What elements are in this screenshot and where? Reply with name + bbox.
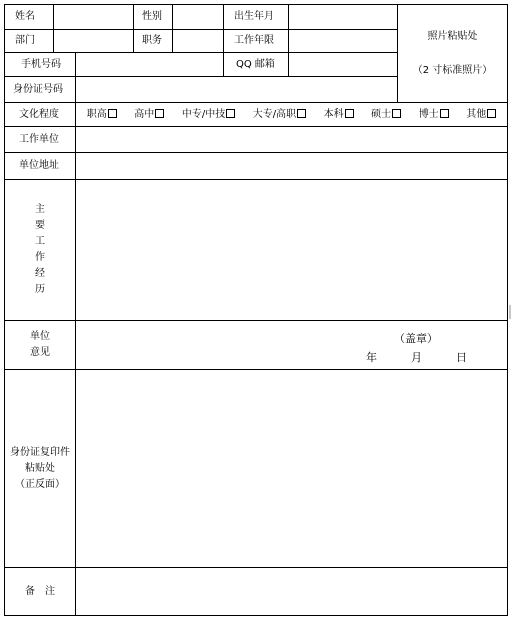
dept-field[interactable] (53, 29, 134, 53)
checkbox[interactable] (487, 109, 496, 118)
gender-label: 性别 (133, 4, 173, 30)
scroll-handle[interactable] (509, 305, 511, 319)
education-option-doctor[interactable] (419, 109, 449, 121)
opinion-label-line: 意见 (30, 347, 50, 358)
id-label: 身份证号码 (4, 76, 76, 103)
experience-label-char: 作 (35, 252, 45, 263)
education-options (75, 102, 508, 127)
gender-field[interactable] (172, 4, 224, 30)
birth-label: 出生年月 (223, 4, 289, 30)
opinion-label (4, 320, 76, 370)
id-copy-label (4, 369, 76, 568)
experience-label-char: 主 (35, 204, 45, 215)
id-copy-label-line: 粘贴处 (25, 462, 55, 474)
photo-label: 照片粘贴处 (427, 31, 478, 42)
checkbox[interactable] (392, 109, 401, 118)
education-option-vocational[interactable] (87, 109, 117, 121)
position-field[interactable] (172, 29, 224, 53)
checkbox[interactable] (226, 109, 235, 118)
name-field[interactable] (53, 4, 134, 30)
checkbox[interactable] (440, 109, 449, 118)
education-option-master[interactable] (371, 109, 401, 121)
checkbox[interactable] (345, 109, 354, 118)
education-option-bachelor[interactable] (324, 109, 354, 121)
phone-label: 手机号码 (4, 52, 76, 77)
checkbox[interactable] (297, 109, 306, 118)
employer-field[interactable] (75, 126, 508, 153)
education-option-label: 博士 (418, 108, 439, 120)
education-option-label: 本科 (323, 108, 344, 120)
photo-note: （2 寸标准照片） (412, 65, 493, 76)
position-label: 职务 (133, 29, 173, 53)
opinion-label-line: 单位 (30, 331, 50, 342)
experience-label-char: 工 (35, 236, 45, 247)
education-option-other[interactable] (466, 109, 496, 121)
employer-label: 工作单位 (4, 126, 76, 153)
checkbox[interactable] (155, 109, 164, 118)
id-field[interactable] (75, 76, 398, 103)
checkbox[interactable] (108, 109, 117, 118)
address-label: 单位地址 (4, 152, 76, 180)
seal-label: （盖章） (394, 332, 438, 345)
qq-field[interactable] (288, 52, 398, 77)
id-copy-label-line: （正反面） (15, 478, 65, 490)
education-option-technical[interactable] (182, 109, 235, 121)
education-option-label: 中专/中技 (181, 108, 226, 120)
remarks-label: 备 注 (4, 567, 76, 616)
experience-label-char: 历 (35, 284, 45, 295)
date-year: 年 (366, 351, 377, 364)
work-years-field[interactable] (288, 29, 398, 53)
birth-field[interactable] (288, 4, 398, 30)
date-day: 日 (456, 351, 467, 364)
remarks-field[interactable] (75, 567, 508, 616)
id-copy-field[interactable] (75, 369, 508, 568)
experience-label (4, 179, 76, 321)
education-label: 文化程度 (4, 102, 76, 127)
id-copy-label-line: 身份证复印件 (10, 446, 70, 458)
opinion-field[interactable] (75, 320, 508, 370)
education-option-label: 硕士 (371, 108, 392, 120)
qq-label: QQ 邮箱 (223, 52, 289, 77)
dept-label: 部门 (4, 29, 54, 53)
education-option-label: 职高 (86, 108, 107, 120)
work-years-label: 工作年限 (223, 29, 289, 53)
experience-field[interactable] (75, 179, 508, 321)
address-field[interactable] (75, 152, 508, 180)
experience-label-char: 要 (35, 220, 45, 231)
education-option-label: 其他 (466, 108, 487, 120)
date-month: 月 (411, 351, 422, 364)
education-option-highschool[interactable] (134, 109, 164, 121)
phone-field[interactable] (75, 52, 224, 77)
photo-area[interactable] (397, 4, 508, 103)
education-option-label: 高中 (134, 108, 155, 120)
name-label: 姓名 (4, 4, 54, 30)
education-option-label: 大专/高职 (252, 108, 297, 120)
education-option-college[interactable] (253, 109, 306, 121)
experience-label-char: 经 (35, 268, 45, 279)
